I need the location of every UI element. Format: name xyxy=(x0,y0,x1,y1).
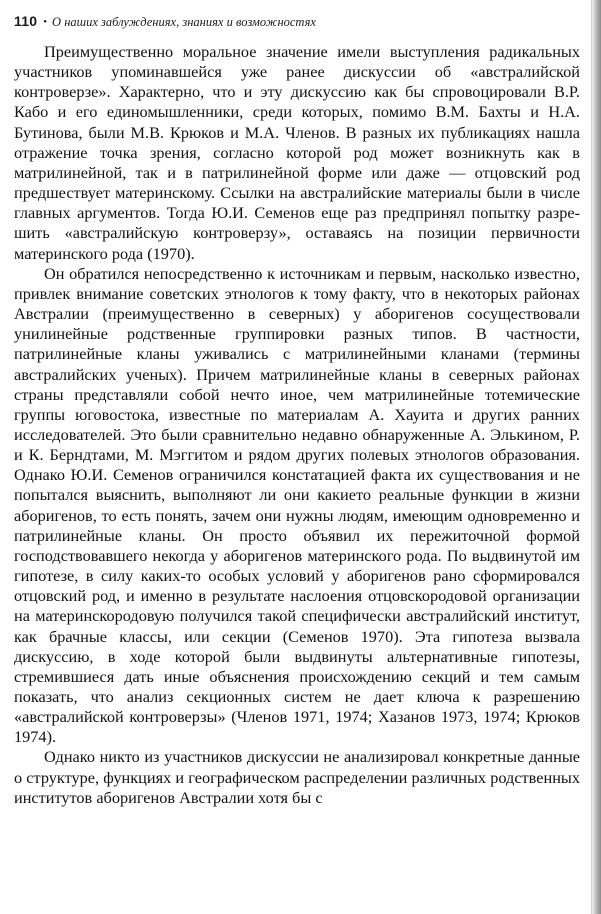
paragraph-2: Он обратился непосредственно к источникам и первым, насколько известно, привлек внимание советских этнологов к тому факту, что в некоторых районах Австралии (преимущественно в северных) у аборигенов сосуществовали унилинейные родственные группировки разных типов. В частности, патрилинейные кланы уживались с матрилинейными кланами (термины австралийских ученых). Причем матрилинейные кланы в северных районах страны представляли собой нечто иное, чем матрилинейные тотемические группы юговостока, известные по материалам А. Хауита и других ранних исследователей. Это были сравнительно недавно обнаруженные А. Элькином, Р. и К. Берндтами, М. Мэггитом и рядом других полевых этнологов образования. Однако Ю.И. Семенов ограничился констатацией факта их существования и не попытался выяснить, выполняют ли они какието реальные функции в жизни аборигенов, то есть понять, зачем они нужны людям, имеющим одновременно и патрилинейные кланы. Он просто объявил их пережиточной формой господствовавшего некогда у аборигенов материнского рода. По выдвинутой им гипотезе, в силу каких-то особых условий у аборигенов рано сформировался отцовский род, и именно в результате наслоения отцовскородовой организации на материнскородовую получился такой специфически австралийский институт, как брачные классы, или секции (Семенов 1970). Эта гипотеза вызвала дискуссию, в ходе которой были выдвинуты альтернативные гипотезы, стремившиеся дать иные объяснения происхождению секций и тем самым показать, что анализ секционных систем не дает ключа к разрешению «австралийской контроверзы» (Членов 1971, 1974; Хазанов 1973, 1974; Крюков 1974). xyxy=(14,263,580,747)
page-number: 110 xyxy=(14,13,38,29)
running-title: О наших заблуждениях, знаниях и возможностях xyxy=(52,15,316,29)
header-bullet: • xyxy=(43,16,48,28)
body-text xyxy=(14,42,580,808)
page-edge-shadow xyxy=(592,0,601,914)
paragraph-3: Однако никто из участников дискуссии не анализировал конкретные данные о структуре, функциях и географическом распределении различных родственных институтов аборигенов Австралии хотя бы с xyxy=(14,747,580,807)
page-header xyxy=(14,13,316,33)
paragraph-1: Преимущественно моральное значение имели выступления радикальных участников упоминавшейся уже ранее дискуссии об «австралийской контроверзе». Характерно, что и эту дискуссию как бы спровоцировали В.Р. Кабо и его единомышленники, среди которых, помимо В.М. Бахты и Н.А. Бутинова, были М.В. Крюков и М.А. Членов. В разных их публикациях нашла отражение точка зрения, согласно которой род может возникнуть как в матрилинейной, так и в патрилинейной форме или даже — отцовский род предшествует материнскому. Ссылки на австралийские материалы были в числе главных аргументов. Тогда Ю.И. Семенов еще раз предпринял попытку разрешить «австралийскую контроверзу», оставаясь на позиции первичности материнского рода (1970). xyxy=(14,42,580,263)
